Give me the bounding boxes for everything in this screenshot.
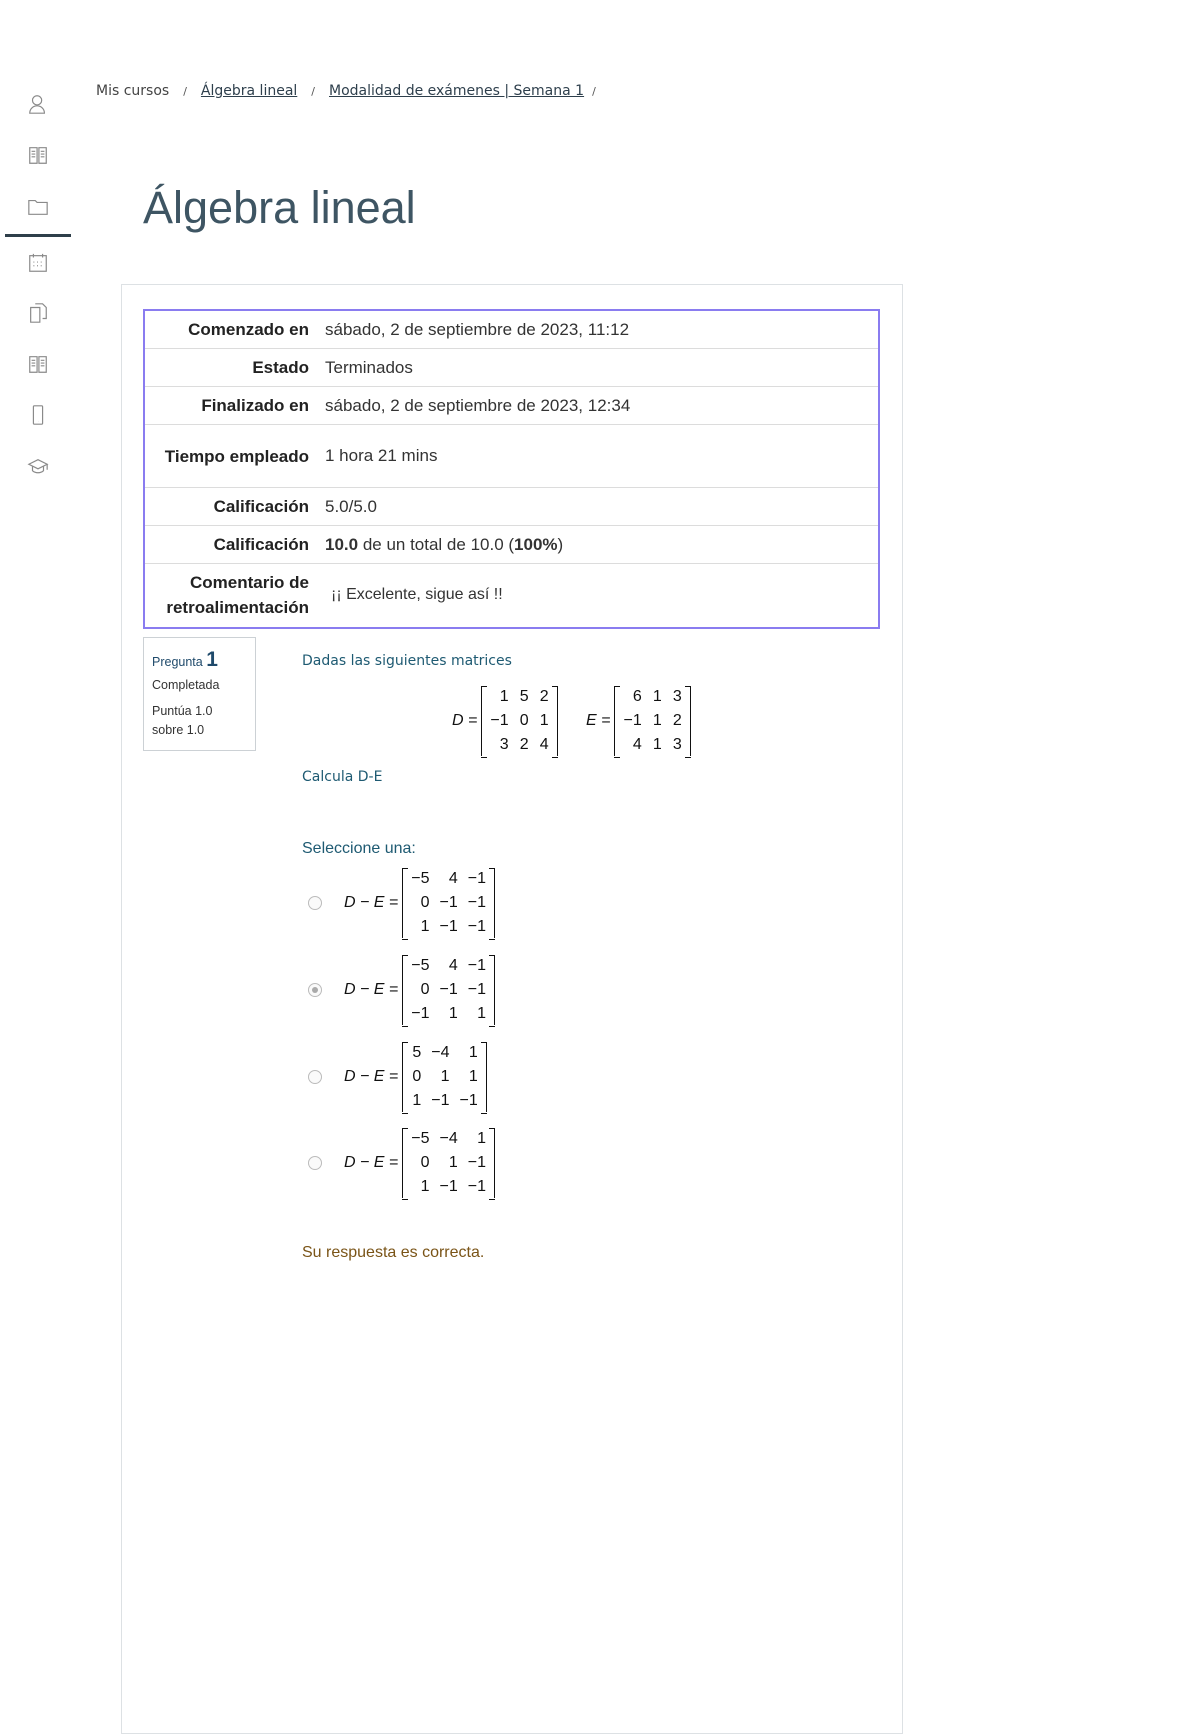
matrix-cell: 4 <box>448 870 458 887</box>
answer-option[interactable] <box>308 955 495 1025</box>
matrix-cell: −4 <box>439 1130 458 1147</box>
matrix-cell: −1 <box>467 1154 486 1171</box>
select-label: Seleccione una: <box>302 840 416 857</box>
breadcrumb-mis-cursos[interactable]: Mis cursos <box>96 83 170 99</box>
matrix-cell: 1 <box>448 1005 458 1022</box>
summary-value: sábado, 2 de septiembre de 2023, 12:34 <box>317 387 879 425</box>
question-prompt: Calcula D-E <box>302 769 383 785</box>
matrix-cell: 3 <box>672 736 682 753</box>
summary-value: ¡¡ Excelente, sigue así !! <box>317 564 879 628</box>
folder-icon[interactable] <box>26 195 50 219</box>
matrix-cell: 3 <box>672 688 682 705</box>
matrix-cell: −1 <box>467 918 486 935</box>
graduation-cap-icon[interactable] <box>26 455 50 479</box>
question-score: Puntúa 1.0 sobre 1.0 <box>152 704 213 737</box>
breadcrumb-course-link[interactable]: Álgebra lineal <box>200 83 298 99</box>
matrix-cell: 1 <box>420 918 430 935</box>
book-icon[interactable] <box>26 352 50 376</box>
matrix-label: D − E = <box>344 1068 399 1085</box>
summary-row <box>144 349 879 387</box>
matrix-cell: 1 <box>468 1068 478 1085</box>
matrix-cell: 4 <box>448 957 458 974</box>
breadcrumb-separator: / <box>592 84 596 98</box>
summary-label: Calificación <box>144 526 317 564</box>
matrix-cell: −1 <box>490 712 509 729</box>
breadcrumb-separator: / <box>311 84 316 98</box>
matrix-cell: −1 <box>439 981 458 998</box>
summary-value: Terminados <box>317 349 879 387</box>
matrix-e <box>586 686 691 756</box>
summary-row <box>144 526 879 564</box>
breadcrumb-separator: / <box>183 84 187 98</box>
answer-option[interactable] <box>308 1042 487 1112</box>
matrix-cell: 2 <box>519 736 529 753</box>
matrix-cell: 3 <box>499 736 509 753</box>
summary-value: 5.0/5.0 <box>317 488 879 526</box>
matrix-cell: 1 <box>477 1005 486 1022</box>
matrix-cell: −1 <box>467 981 486 998</box>
matrix-cell: 4 <box>632 736 642 753</box>
active-indicator <box>5 234 71 237</box>
book-icon[interactable] <box>26 143 50 167</box>
matrix-grid <box>481 686 557 756</box>
matrix-cell: −1 <box>467 1178 486 1195</box>
matrix-cell: 1 <box>420 1178 430 1195</box>
calendar-icon[interactable] <box>26 251 50 275</box>
matrix-cell: −5 <box>411 1130 430 1147</box>
breadcrumb <box>96 83 610 99</box>
matrix-cell: 0 <box>420 1154 430 1171</box>
matrix-label: D − E = <box>344 981 399 998</box>
summary-value <box>317 526 879 564</box>
matrix-cell: −1 <box>411 1005 430 1022</box>
matrix-cell: 0 <box>412 1068 422 1085</box>
matrix-cell: −1 <box>439 1178 458 1195</box>
documents-icon[interactable] <box>26 301 50 325</box>
grade-value: 10.0 <box>325 534 359 554</box>
matrix-cell: −5 <box>411 957 430 974</box>
matrix-cell: −1 <box>623 712 642 729</box>
feedback-text: Su respuesta es correcta. <box>302 1244 485 1261</box>
question-label: Pregunta <box>152 655 203 669</box>
summary-row <box>144 488 879 526</box>
answer-radio[interactable] <box>308 1070 322 1084</box>
answer-radio[interactable] <box>308 983 322 997</box>
matrix-cell: −4 <box>431 1044 450 1061</box>
matrix-cell: 1 <box>412 1092 422 1109</box>
matrix-grid <box>402 955 495 1025</box>
summary-row <box>144 387 879 425</box>
question-intro: Dadas las siguientes matrices <box>302 653 512 669</box>
answer-radio[interactable] <box>308 896 322 910</box>
user-icon[interactable] <box>26 92 50 116</box>
matrix-cell: 1 <box>468 1044 478 1061</box>
matrix-grid <box>402 868 495 938</box>
matrix-cell: 1 <box>652 712 662 729</box>
summary-row <box>144 564 879 628</box>
matrix-cell: 6 <box>632 688 642 705</box>
grade-percent: 100% <box>514 534 558 554</box>
matrix-cell: 5 <box>412 1044 422 1061</box>
matrix-grid <box>614 686 690 756</box>
question-info <box>143 637 256 751</box>
matrix-cell: 1 <box>477 1130 486 1147</box>
matrix-cell: −1 <box>467 870 486 887</box>
summary-label: Estado <box>144 349 317 387</box>
matrix-grid <box>402 1128 495 1198</box>
matrix-cell: −1 <box>431 1092 450 1109</box>
matrix-cell: −1 <box>439 894 458 911</box>
answer-radio[interactable] <box>308 1156 322 1170</box>
matrix-cell: 4 <box>539 736 549 753</box>
matrix-cell: −1 <box>467 957 486 974</box>
mobile-icon[interactable] <box>26 403 50 427</box>
summary-value: sábado, 2 de septiembre de 2023, 11:12 <box>317 310 879 349</box>
matrix-cell: 0 <box>420 981 430 998</box>
attempt-summary-table <box>143 309 880 629</box>
summary-label: Comentario de retroalimentación <box>144 564 317 628</box>
breadcrumb-exam-link[interactable]: Modalidad de exámenes | Semana 1 <box>329 83 585 99</box>
matrix-cell: −5 <box>411 870 430 887</box>
matrix-cell: 1 <box>448 1154 458 1171</box>
summary-label: Comenzado en <box>144 310 317 349</box>
question-number: 1 <box>206 648 218 671</box>
matrix-cell: 1 <box>499 688 509 705</box>
grade-text: de un total de 10.0 ( <box>358 534 515 554</box>
summary-row <box>144 425 879 488</box>
matrix-label: D − E = <box>344 1154 399 1171</box>
question-status: Completada <box>152 678 220 692</box>
answer-option[interactable] <box>308 868 495 938</box>
matrix-cell: 0 <box>519 712 529 729</box>
matrix-cell: −1 <box>459 1092 478 1109</box>
matrix-d <box>452 686 558 756</box>
summary-label: Calificación <box>144 488 317 526</box>
matrix-cell: 0 <box>420 894 430 911</box>
summary-row <box>144 310 879 349</box>
summary-label: Tiempo empleado <box>144 425 317 488</box>
matrix-label: D − E = <box>344 894 399 911</box>
matrix-grid <box>402 1042 487 1112</box>
matrix-label: D = <box>452 712 478 729</box>
grade-text-end: ) <box>557 534 564 554</box>
page-title: Álgebra lineal <box>143 182 416 233</box>
matrix-cell: −1 <box>439 918 458 935</box>
matrix-cell: 1 <box>652 736 662 753</box>
matrix-label: E = <box>586 712 611 729</box>
matrix-cell: 1 <box>539 712 549 729</box>
summary-value: 1 hora 21 mins <box>317 425 879 488</box>
answer-option[interactable] <box>308 1128 495 1198</box>
matrix-cell: 5 <box>519 688 529 705</box>
matrix-cell: 1 <box>652 688 662 705</box>
matrix-cell: 2 <box>539 688 549 705</box>
summary-label: Finalizado en <box>144 387 317 425</box>
matrix-cell: 2 <box>672 712 682 729</box>
matrix-cell: −1 <box>467 894 486 911</box>
matrix-cell: 1 <box>440 1068 450 1085</box>
